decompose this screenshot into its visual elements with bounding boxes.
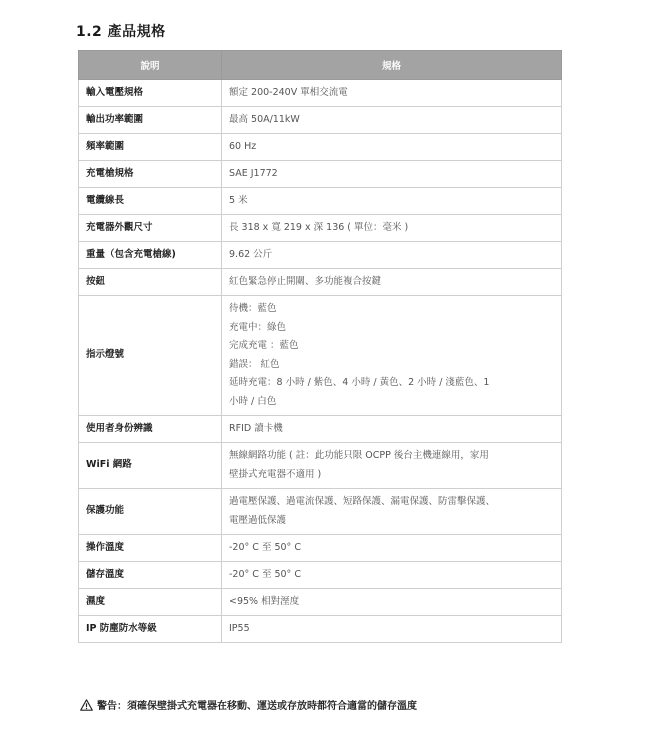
table-row: [79, 616, 562, 643]
warning-text: 警告：須確保壁掛式充電器在移動、運送或存放時都符合適當的儲存溫度: [97, 701, 417, 712]
spec-value-line: 額定 200-240V 單相交流電: [229, 86, 348, 98]
header-spec: 規格: [222, 51, 562, 80]
table-row: [79, 161, 562, 188]
spec-label: 重量（包含充電槍線): [79, 242, 222, 269]
table-row: [79, 188, 562, 215]
spec-label: 頻率範圍: [79, 134, 222, 161]
spec-value-line: 無線網路功能 ( 註：此功能只限 OCPP 後台主機連線用，家用: [229, 450, 489, 461]
spec-value: [222, 589, 562, 616]
spec-value-line: 完成充電 ：藍色: [229, 340, 299, 351]
header-description: 說明: [79, 51, 222, 80]
spec-value: [222, 296, 562, 416]
table-row: [79, 107, 562, 134]
spec-value: [222, 107, 562, 134]
table-row: [79, 489, 562, 535]
spec-label: 操作溫度: [79, 535, 222, 562]
spec-label: 電纜線長: [79, 188, 222, 215]
table-row: [79, 562, 562, 589]
table-row: [79, 443, 562, 489]
spec-value: [222, 562, 562, 589]
spec-value: [222, 80, 562, 107]
spec-label: 充電槍規格: [79, 161, 222, 188]
spec-value-line: 電壓過低保護: [229, 514, 287, 526]
spec-label: 使用者身份辨識: [79, 416, 222, 443]
spec-value: [222, 161, 562, 188]
warning-note: [80, 697, 417, 712]
spec-value: [222, 416, 562, 443]
spec-value-line: 充電中：綠色: [229, 321, 287, 333]
section-title: 1.2 產品規格: [76, 24, 166, 40]
spec-label: 儲存溫度: [79, 562, 222, 589]
spec-value-line: SAE J1772: [229, 167, 278, 179]
spec-value-line: RFID 讀卡機: [229, 422, 283, 434]
spec-label: WiFi 網路: [79, 443, 222, 489]
table-header-row: [79, 51, 562, 80]
spec-value-line: 小時 / 白色: [229, 395, 277, 407]
spec-value: [222, 242, 562, 269]
spec-value-line: 錯誤： 紅色: [229, 358, 280, 370]
spec-value-line: 5 米: [229, 194, 248, 206]
spec-value-line: 長 318 x 寬 219 x 深 136 ( 單位：毫米 ): [229, 221, 409, 233]
spec-value: [222, 489, 562, 535]
table-row: [79, 269, 562, 296]
spec-value-line: 9.62 公斤: [229, 248, 273, 260]
spec-label: 輸出功率範圍: [79, 107, 222, 134]
spec-value: [222, 616, 562, 643]
spec-value-line: 延時充電：8 小時 / 紫色、4 小時 / 黃色、2 小時 / 淺藍色、1: [229, 377, 490, 388]
spec-label: IP 防塵防水等級: [79, 616, 222, 643]
table-row: [79, 535, 562, 562]
spec-value-line: 60 Hz: [229, 140, 257, 152]
spec-label: 輸入電壓規格: [79, 80, 222, 107]
spec-value: [222, 535, 562, 562]
spec-value-line: 待機：藍色: [229, 303, 277, 314]
spec-label: 濕度: [79, 589, 222, 616]
spec-value-line: 紅色緊急停止開關、多功能複合按鍵: [229, 275, 382, 287]
spec-value: [222, 134, 562, 161]
table-row: [79, 80, 562, 107]
table-row: [79, 296, 562, 416]
table-row: [79, 589, 562, 616]
table-row: [79, 242, 562, 269]
spec-value-line: 過電壓保護、過電流保護、短路保護、漏電保護、防雷擊保護、: [229, 496, 496, 507]
table-row: [79, 215, 562, 242]
spec-table-body: [79, 80, 562, 643]
table-row: [79, 134, 562, 161]
spec-value: [222, 269, 562, 296]
spec-value-line: -20° C 至 50° C: [229, 541, 301, 553]
warning-triangle-icon: [80, 699, 93, 711]
spec-value-line: <95% 相對溼度: [229, 595, 300, 607]
table-row: [79, 416, 562, 443]
spec-label: 充電器外觀尺寸: [79, 215, 222, 242]
spec-value-line: IP55: [229, 622, 250, 634]
spec-value-line: 壁掛式充電器不適用 ): [229, 468, 322, 480]
spec-value-line: -20° C 至 50° C: [229, 568, 301, 580]
spec-value: [222, 443, 562, 489]
spec-label: 指示燈號: [79, 296, 222, 416]
spec-label: 按鈕: [79, 269, 222, 296]
spec-value: [222, 188, 562, 215]
spec-value-line: 最高 50A/11kW: [229, 113, 300, 125]
spec-label: 保護功能: [79, 489, 222, 535]
spec-value: [222, 215, 562, 242]
spec-table: [78, 50, 562, 643]
